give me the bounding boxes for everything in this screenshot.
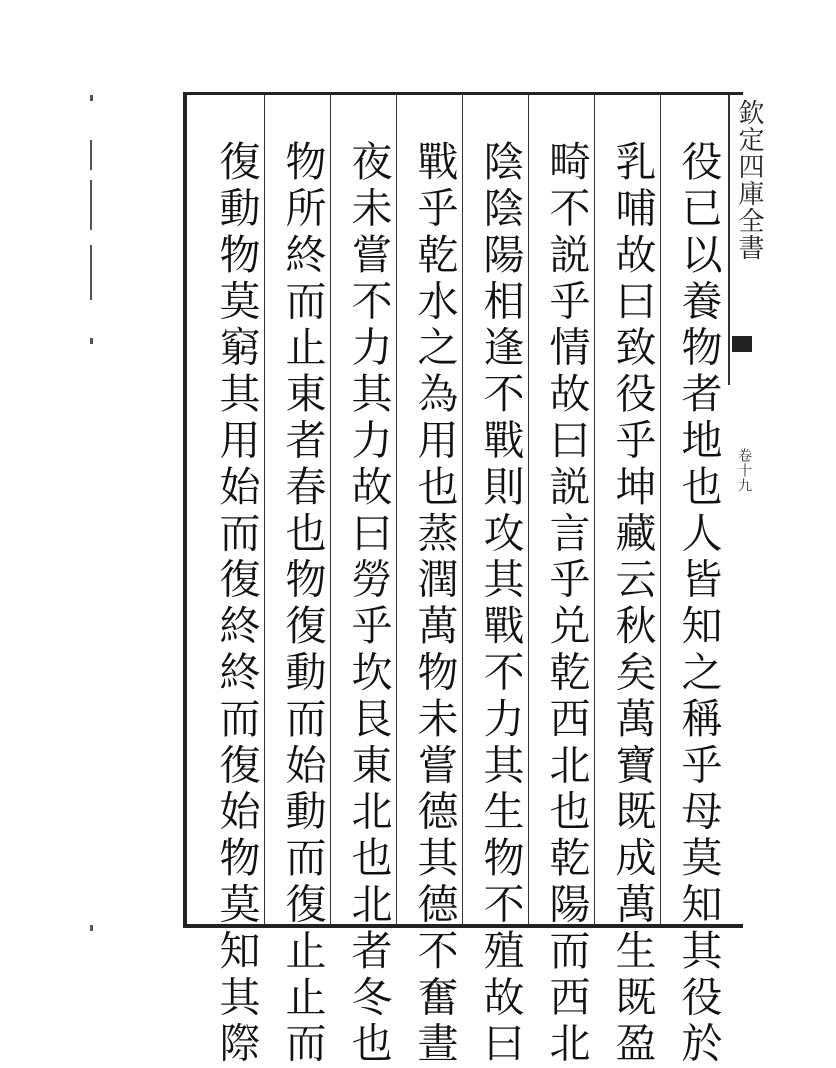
column-text: 役已以養物者地也人皆知之稱乎母莫知其役於	[674, 140, 723, 1068]
book-title: 欽定四庫全書	[734, 99, 764, 261]
fish-tail-mark-icon	[732, 336, 752, 352]
column-divider	[264, 95, 265, 925]
column-text: 物所終而止東者春也物復動而始動而復止止而	[278, 140, 327, 1068]
column-text: 畸不説乎情故曰説言乎兑乾西北也乾陽而西北	[542, 140, 591, 1068]
column-divider	[396, 95, 397, 925]
column-divider	[660, 95, 661, 925]
text-column-5	[406, 140, 462, 1068]
column-text: 夜未嘗不力其力故曰勞乎坎艮東北也北者冬也	[344, 140, 393, 1068]
text-column-6	[340, 140, 396, 1068]
column-divider	[528, 95, 529, 925]
binding-mark	[90, 180, 92, 230]
text-column-4	[472, 140, 528, 1068]
column-text: 乳哺故曰致役乎坤藏云秋矣萬寶既成萬生既盈	[608, 140, 657, 1068]
text-column-1	[670, 140, 726, 1068]
text-column-2	[604, 140, 660, 1068]
column-text: 復動物莫窮其用始而復終終而復始物莫知其際	[212, 140, 261, 1068]
column-divider	[594, 95, 595, 925]
column-text: 陰陰陽相逢不戰則攻其戰不力其生物不殖故曰	[476, 140, 525, 1068]
chapter-number: 卷十九	[736, 448, 752, 493]
column-text: 戰乎乾水之為用也蒸潤萬物未嘗德其德不奮晝	[410, 140, 459, 1068]
binding-mark	[90, 95, 93, 101]
text-column-8	[208, 140, 264, 1068]
binding-mark	[90, 925, 93, 931]
text-column-7	[274, 140, 330, 1068]
text-column-3	[538, 140, 594, 1068]
binding-mark	[90, 140, 92, 170]
column-divider	[462, 95, 463, 925]
binding-mark	[90, 338, 93, 344]
column-divider	[330, 95, 331, 925]
binding-mark	[90, 245, 92, 300]
